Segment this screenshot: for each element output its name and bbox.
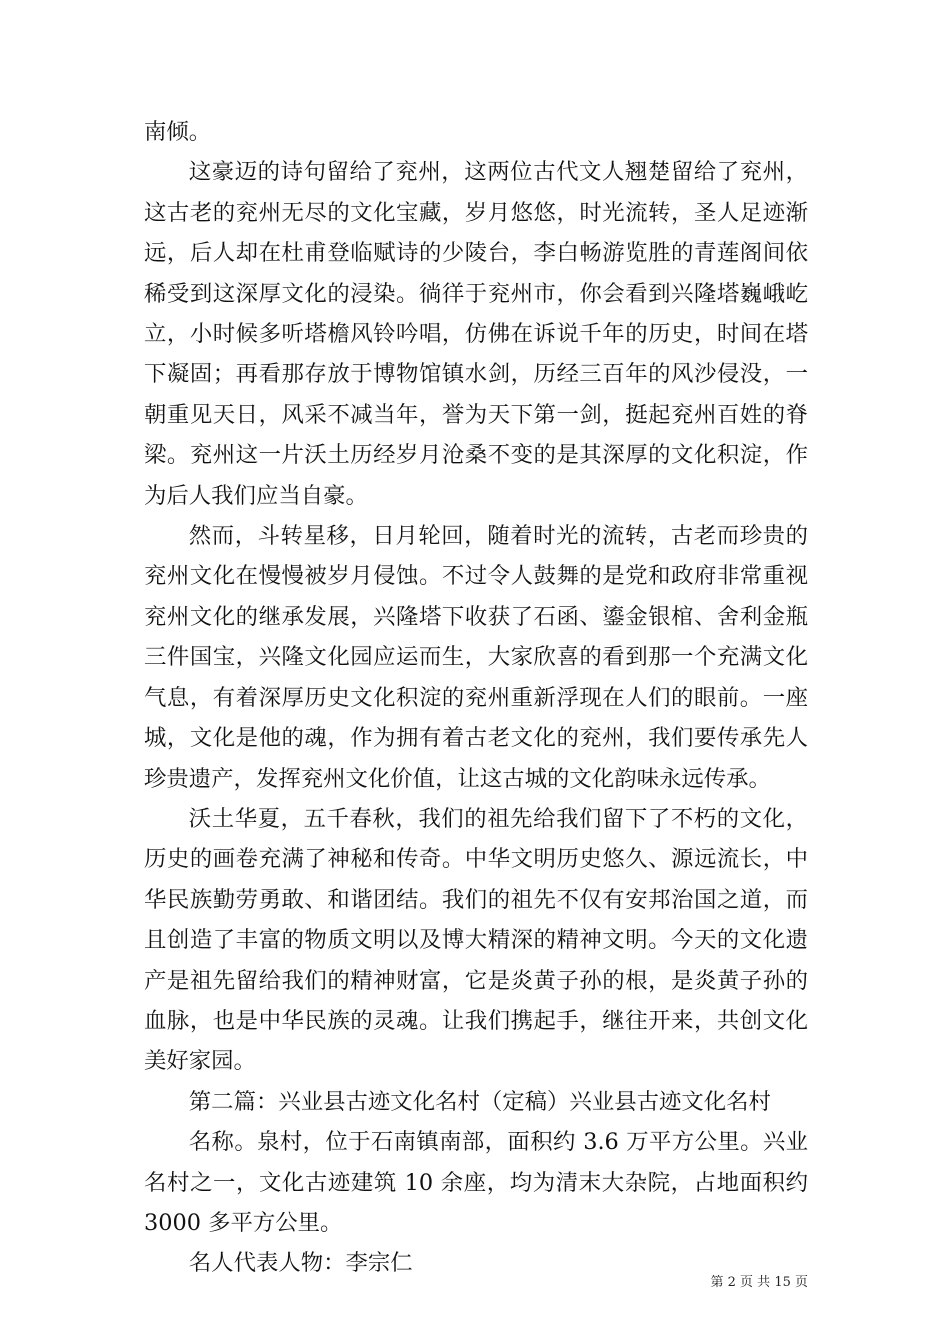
page-number-footer: 第 2 页 共 15 页: [710, 1275, 808, 1290]
paragraph-chinese-civilization: 沃土华夏，五千春秋，我们的祖先给我们留下了不朽的文化，历史的画卷充满了神秘和传奇。中华文明历史悠久、源远流长，中华民族勤劳勇敢、和谐团结。我们的祖先不仅有安邦治国之道，而且创造了丰富的物质文明以及博大精深的精神文明。今天的文化遗产是祖先留给我们的精神财富，它是炎黄子孙的根，是炎黄子孙的血脉，也是中华民族的灵魂。让我们携起手，继往开来，共创文化美好家园。: [144, 805, 808, 1075]
paragraph-famous-person: 名人代表人物：李宗仁: [188, 1250, 413, 1277]
paragraph-yanzhou-poetry: 这豪迈的诗句留给了兖州，这两位古代文人翘楚留给了兖州，这古老的兖州无尽的文化宝藏，岁月悠悠，时光流转，圣人足迹渐远，后人却在杜甫登临赋诗的少陵台，李白畅游览胜的青莲阁间依稀受到这深厚文化的浸染。徜徉于兖州市，你会看到兴隆塔巍峨屹立，小时候多听塔檐风铃吟唱，仿佛在诉说千年的历史，时间在塔下凝固；再看那存放于博物馆镇水剑，历经三百年的风沙侵没，一朝重见天日，风采不减当年，誉为天下第一剑，挺起兖州百姓的脊梁。兖州这一片沃土历经岁月沧桑不变的是其深厚的文化积淀，作为后人我们应当自豪。: [144, 159, 808, 509]
document-body: [144, 112, 808, 1284]
paragraph-village-info: 名称。泉村，位于石南镇南部，面积约 3.6 万平方公里。兴业名村之一，文化古迹建筑 10 余座，均为清末大杂院，占地面积约 3000 多平方公里。: [144, 1129, 808, 1236]
paragraph-continuation: 南倾。: [144, 119, 212, 145]
paragraph-yanzhou-heritage: 然而，斗转星移，日月轮回，随着时光的流转，古老而珍贵的兖州文化在慢慢被岁月侵蚀。不过令人鼓舞的是党和政府非常重视兖州文化的继承发展，兴隆塔下收获了石函、鎏金银棺、舍利金瓶三件国宝，兴隆文化园应运而生，大家欣喜的看到那一个充满文化气息，有着深厚历史文化积淀的兖州重新浮现在人们的眼前。一座城，文化是他的魂，作为拥有着古老文化的兖州，我们要传承先人珍贵遗产，发挥兖州文化价值，让这古城的文化韵味永远传承。: [144, 523, 808, 792]
section-heading: 第二篇：兴业县古迹文化名村（定稿）兴业县古迹文化名村: [188, 1088, 771, 1115]
